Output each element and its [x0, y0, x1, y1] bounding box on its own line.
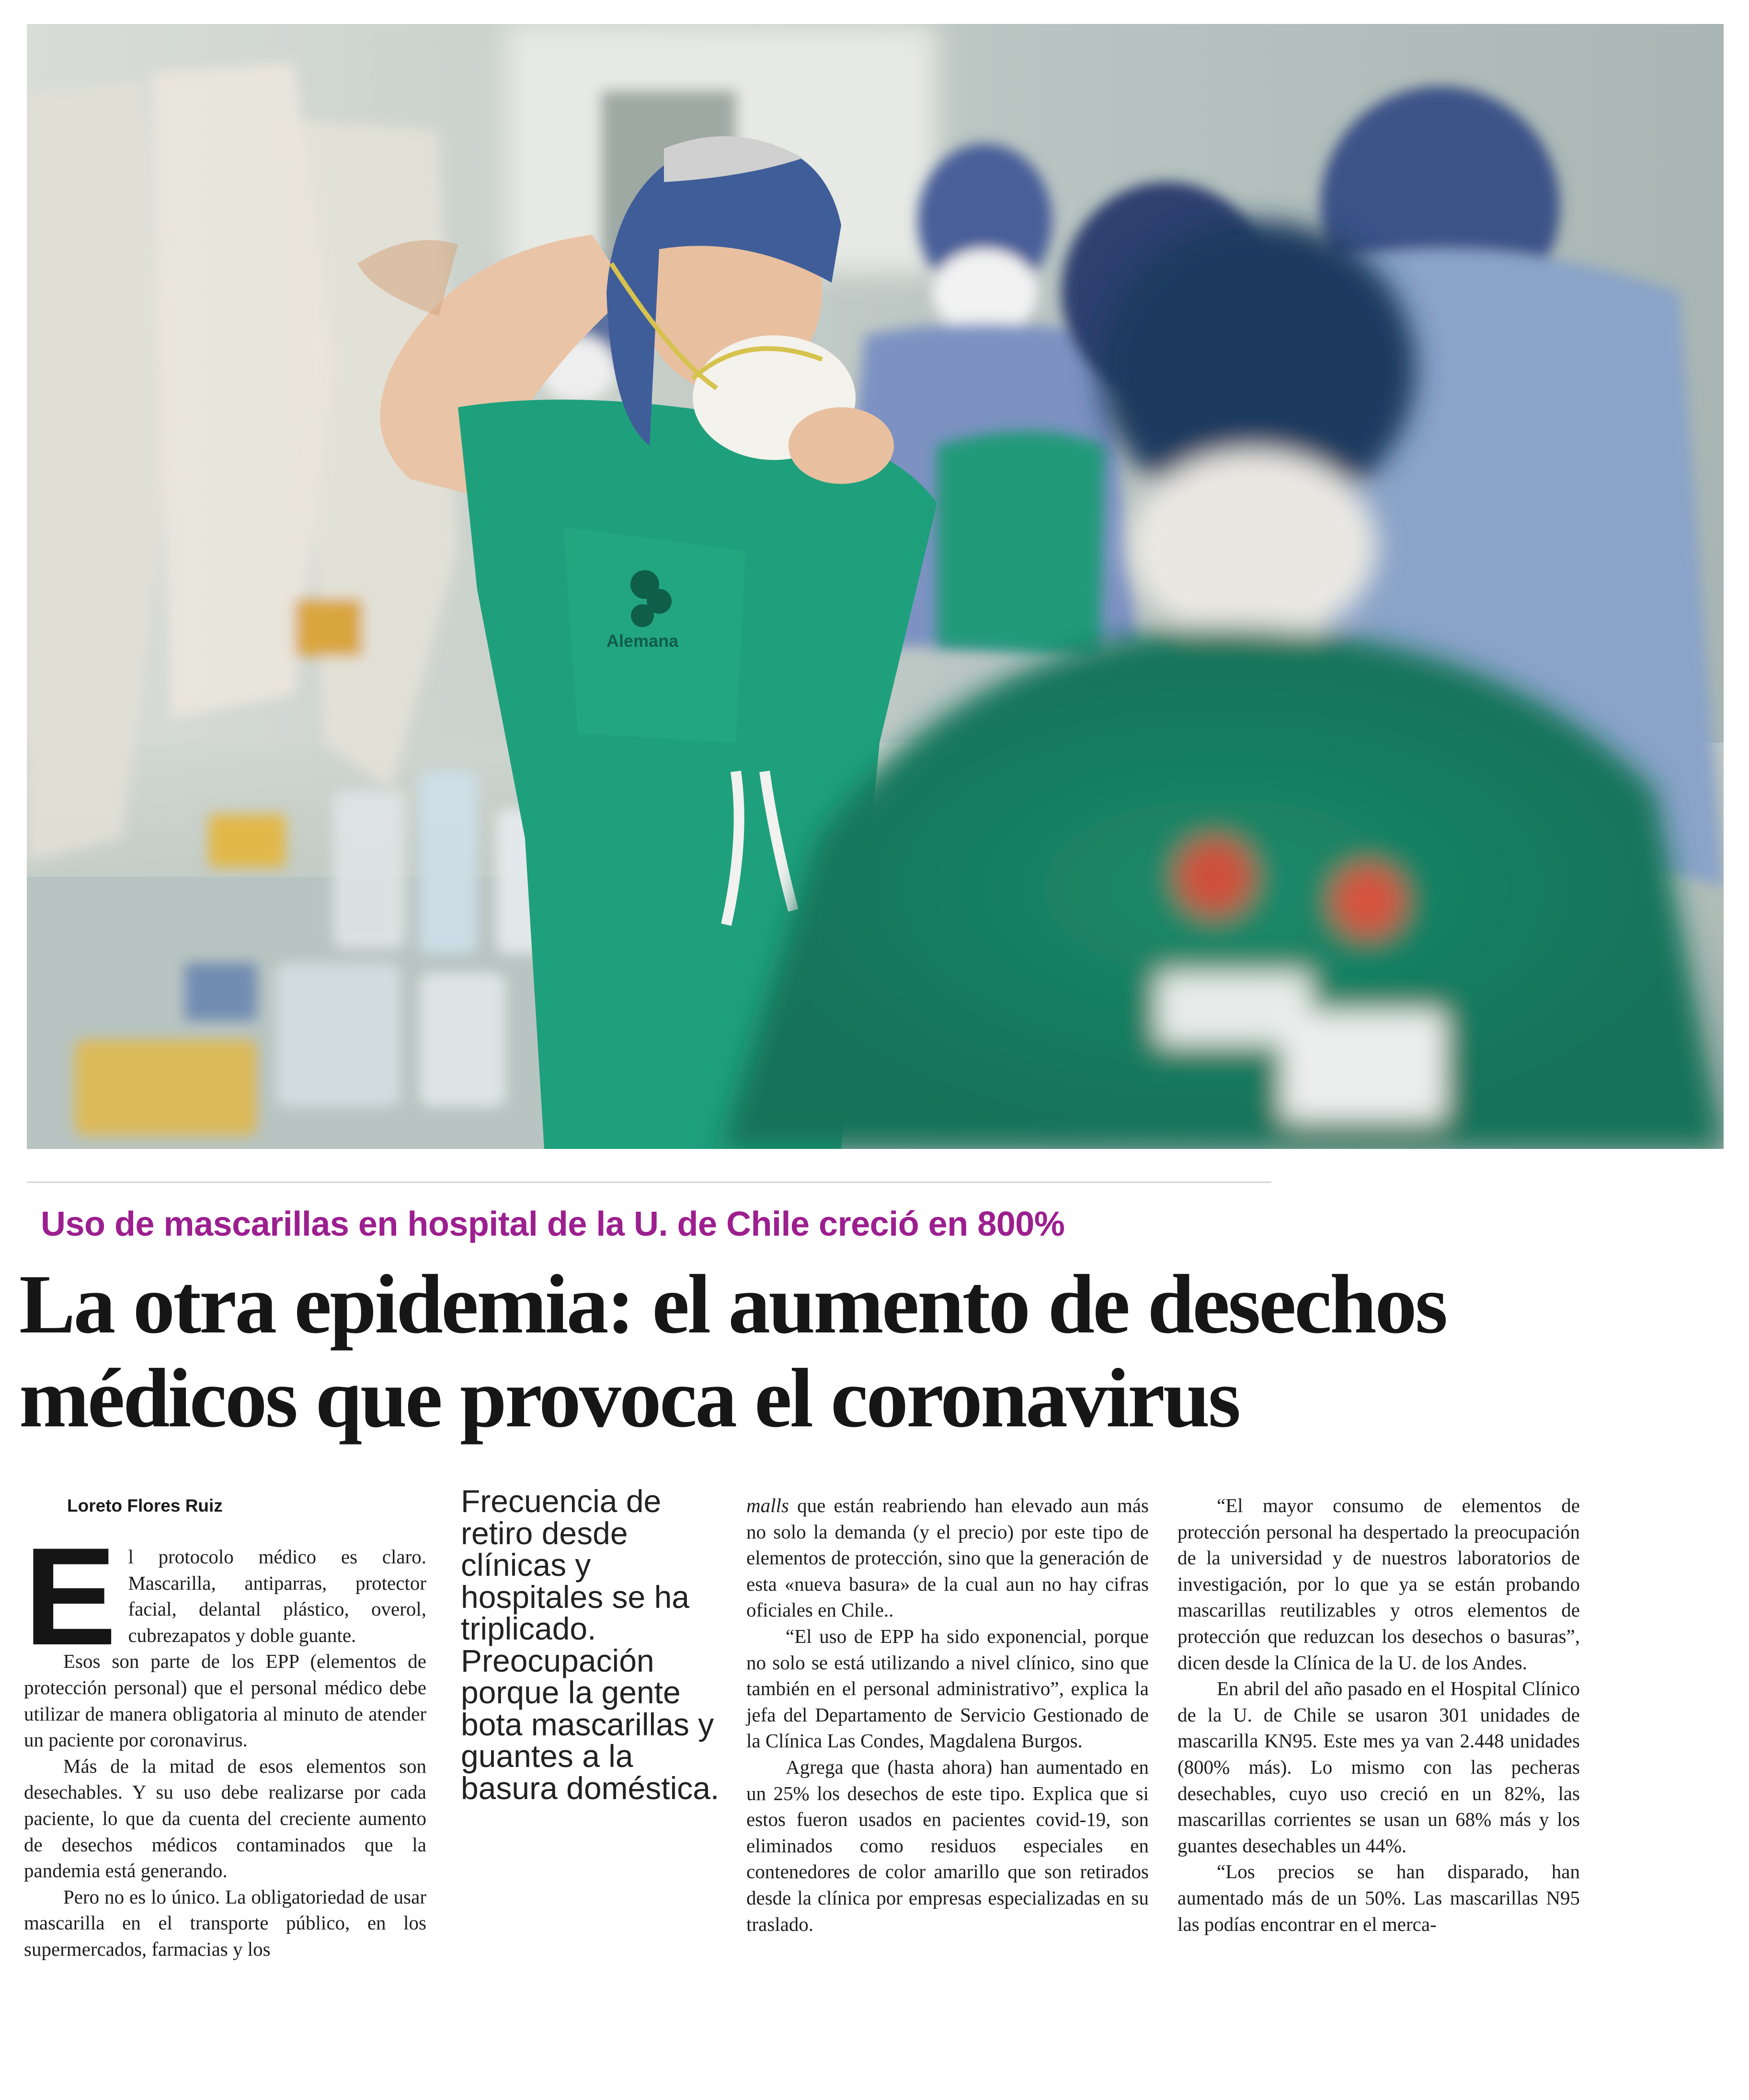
paragraph: “El mayor consumo de elementos de protección personal ha despertado la preocupación de la universidad y de nuestros laboratorios de investigación, por lo que ya se están probando mascarillas reutilizables y otros elementos de protección que reduzcan los desechos o basuras”, dicen desde la Clínica de la U. de los Andes. — [1177, 1494, 1580, 1674]
svg-text:Alemana: Alemana — [606, 631, 679, 651]
article-column-4 — [1177, 1492, 1580, 1937]
drop-cap: E — [24, 1519, 117, 1674]
paragraph: “Los precios se han disparado, han aumentado más de un 50%. Las mascarillas N95 las podías encontrar en el merca- — [1177, 1860, 1580, 1935]
paragraph: Esos son parte de los EPP (elementos de protección personal) que el personal médico debe utilizar de manera obligatoria al minuto de atender un paciente por coronavirus. — [24, 1650, 426, 1751]
article-kicker: Uso de mascarillas en hospital de la U. de Chile creció en 800% — [41, 1205, 1065, 1243]
section-divider — [27, 1182, 1271, 1183]
paragraph: Más de la mitad de esos elementos son desechables. Y su uso debe realizarse por cada paciente, lo que da cuenta del creciente aumento de desechos médicos contaminados que la pandemia está generando. — [24, 1755, 426, 1882]
paragraph — [746, 1492, 1149, 1623]
headline-line-2: médicos que provoca el coronavirus — [19, 1352, 1239, 1445]
article-column-1 — [24, 1519, 426, 1962]
pull-quote: Frecuencia de retiro desde clínicas y hospitales se ha triplicado. Preocupación porque la gente bota mascarillas y guantes a la basura doméstica. — [461, 1483, 720, 1806]
paragraph: “El uso de EPP ha sido exponencial, porque no solo se está utilizando a nivel clínico, sino que también en el personal administrativo”, explica la jefa del Departamento de Servicio Gestionado de la Clínica Las Condes, Magdalena Burgos. — [746, 1625, 1149, 1752]
article-headline — [19, 1258, 1446, 1446]
paragraph-text: l protocolo médico es claro. Mascarilla, antiparras, protector facial, delantal plástico, overol, cubrezapatos y doble guante. — [128, 1546, 426, 1646]
article-photo — [27, 24, 1724, 1149]
article-byline: Loreto Flores Ruiz — [67, 1496, 223, 1515]
paragraph: Pero no es lo único. La obligatoriedad de usar mascarilla en el transporte público, en los supermercados, farmacias y los — [24, 1885, 426, 1960]
paragraph: Agrega que (hasta ahora) han aumentado en un 25% los desechos de este tipo. Explica que si estos fueron usados en pacientes covid-19, son eliminados como residuos especiales en contenedores de color amarillo que son retirados desde la clínica por empresas especializadas en su traslado. — [746, 1756, 1149, 1935]
hospital-staff-illustration — [27, 24, 1724, 1149]
paragraph: En abril del año pasado en el Hospital Clínico de la U. de Chile se usaron 301 unidades de mascarilla KN95. Este mes ya van 2.448 unidades (800% más). Lo mismo con las pecheras desechables, cuyo uso creció en un 82%, las mascarillas corrientes se usan un 68% más y los guantes desechables un 44%. — [1177, 1677, 1580, 1857]
italic-word: malls — [746, 1494, 789, 1516]
article-column-3 — [746, 1492, 1149, 1937]
paragraph-text: que están reabriendo han elevado aun más no solo la demanda (y el precio) por este tipo de elementos de protección, sino que la generación de esta «nueva basura» de la cual aun no hay cifras oficiales en Chile.. — [746, 1494, 1149, 1621]
headline-line-1: La otra epidemia: el aumento de desechos — [19, 1258, 1446, 1351]
paragraph — [24, 1519, 426, 1674]
